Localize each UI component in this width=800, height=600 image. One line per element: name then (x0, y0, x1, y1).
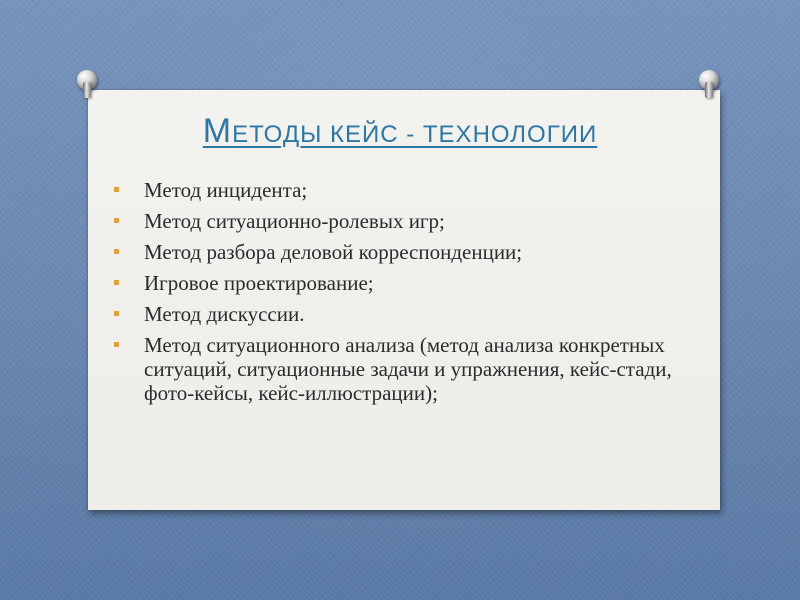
square-bullet-icon (114, 249, 119, 254)
list-item (112, 302, 692, 326)
square-bullet-icon (114, 187, 119, 192)
list-item-text: Метод дискуссии. (144, 302, 305, 326)
square-bullet-icon (114, 280, 119, 285)
list-item (112, 271, 692, 295)
slide-title (0, 112, 800, 151)
list-item (112, 333, 692, 405)
list-item (112, 209, 692, 233)
square-bullet-icon (114, 342, 119, 347)
pushpin-icon (74, 70, 100, 100)
slide-title-rest: ЕТОДЫ КЕЙС - ТЕХНОЛОГИИ (232, 121, 598, 148)
list-item-text: Метод разбора деловой корреспонденции; (144, 240, 523, 264)
list-item (112, 178, 692, 202)
square-bullet-icon (114, 218, 119, 223)
list-item-text: Метод инцидента; (144, 178, 308, 202)
bullet-list (112, 178, 692, 412)
pushpin-stem (83, 82, 91, 98)
list-item-text: Метод ситуационно-ролевых игр; (144, 209, 445, 233)
pushpin-stem (705, 82, 713, 98)
list-item (112, 240, 692, 264)
pushpin-icon (696, 70, 722, 100)
slide-title-initial: М (202, 112, 233, 150)
list-item-text: Метод ситуационного анализа (метод анализа конкретных ситуаций, ситуационные задачи и упражнения, кейс-стади, фото-кейсы, кейс-иллюстрации); (144, 333, 672, 405)
square-bullet-icon (114, 311, 119, 316)
list-item-text: Игровое проектирование; (144, 271, 374, 295)
